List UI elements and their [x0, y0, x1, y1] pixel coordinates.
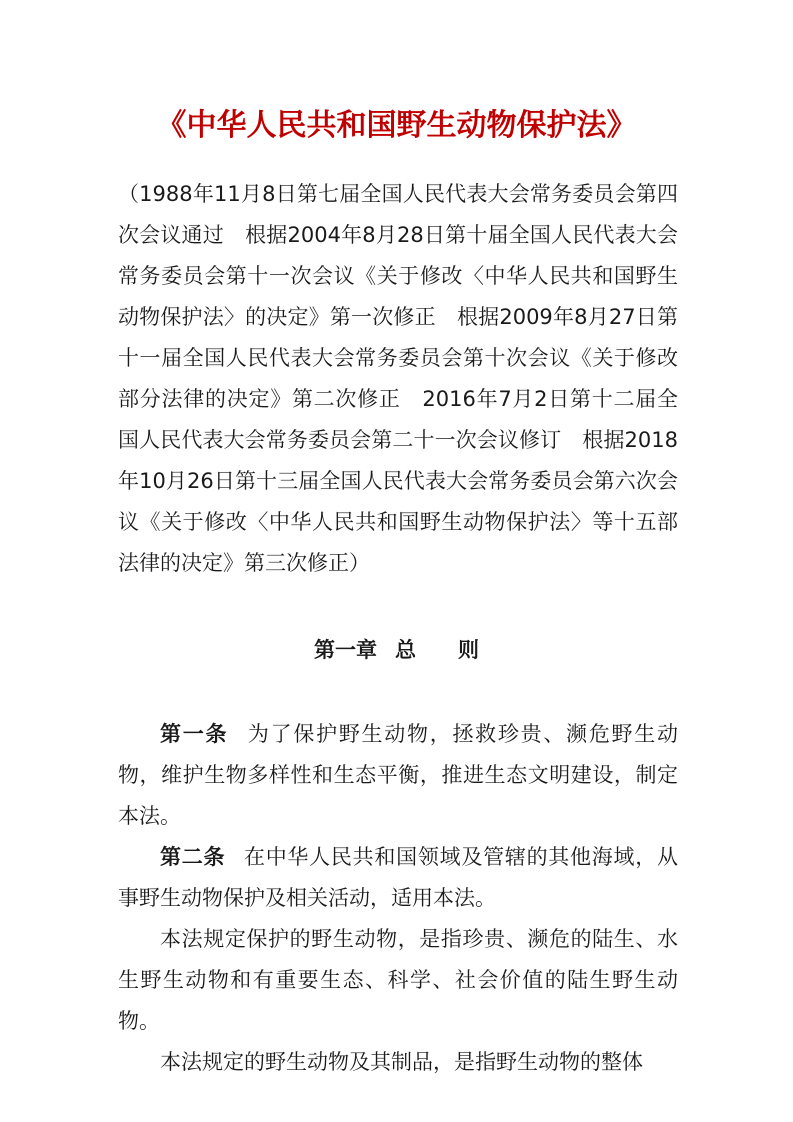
- article-2: [118, 837, 678, 919]
- chapter-heading: [0, 630, 793, 670]
- chapter-number: 第一章: [314, 638, 377, 662]
- article-2-paragraph: 本法规定的野生动物及其制品，是指野生动物的整体: [160, 1050, 643, 1074]
- article-label: 第一条: [160, 722, 229, 746]
- article-text: 在中华人民共和国领域及管辖的其他海域，从事野生动物保护及相关活动，适用本法。: [118, 845, 678, 910]
- article-2-paragraph: 本法规定保护的野生动物，是指珍贵、濒危的陆生、水生野生动物和有重要生态、科学、社会价值的陆生野生动物。: [118, 927, 678, 1033]
- article-text: 为了保护野生动物，拯救珍贵、濒危野生动物，维护生物多样性和生态平衡，推进生态文明建设，制定本法。: [118, 722, 679, 828]
- document-title: 《中华人民共和国野生动物保护法》: [156, 108, 637, 143]
- chapter-title-part1: 总: [395, 638, 416, 662]
- article-label: 第二条: [160, 845, 226, 869]
- chapter-title-part2: 则: [458, 638, 479, 662]
- chapter-body: [118, 714, 678, 1083]
- legislative-history-note: （1988年11月8日第七届全国人民代表大会常务委员会第四次会议通过 根据2004年8月28日第十届全国人民代表大会常务委员会第十一次会议《关于修改〈中华人民共和国野生动物保护法〉的决定》第一次修正 根据2009年8月27日第十一届全国人民代表大会常务委员会第十次会议《关于修改部分法律的决定》第二次修正 2016年7月2日第十二届全国人民代表大会常务委员会第二十一次会议修订 根据2018年10月26日第十三届全国人民代表大会常务委员会第六次会议《关于修改〈中华人民共和国野生动物保护法〉等十五部法律的决定》第三次修正）: [118, 182, 678, 575]
- article-1: [118, 714, 678, 837]
